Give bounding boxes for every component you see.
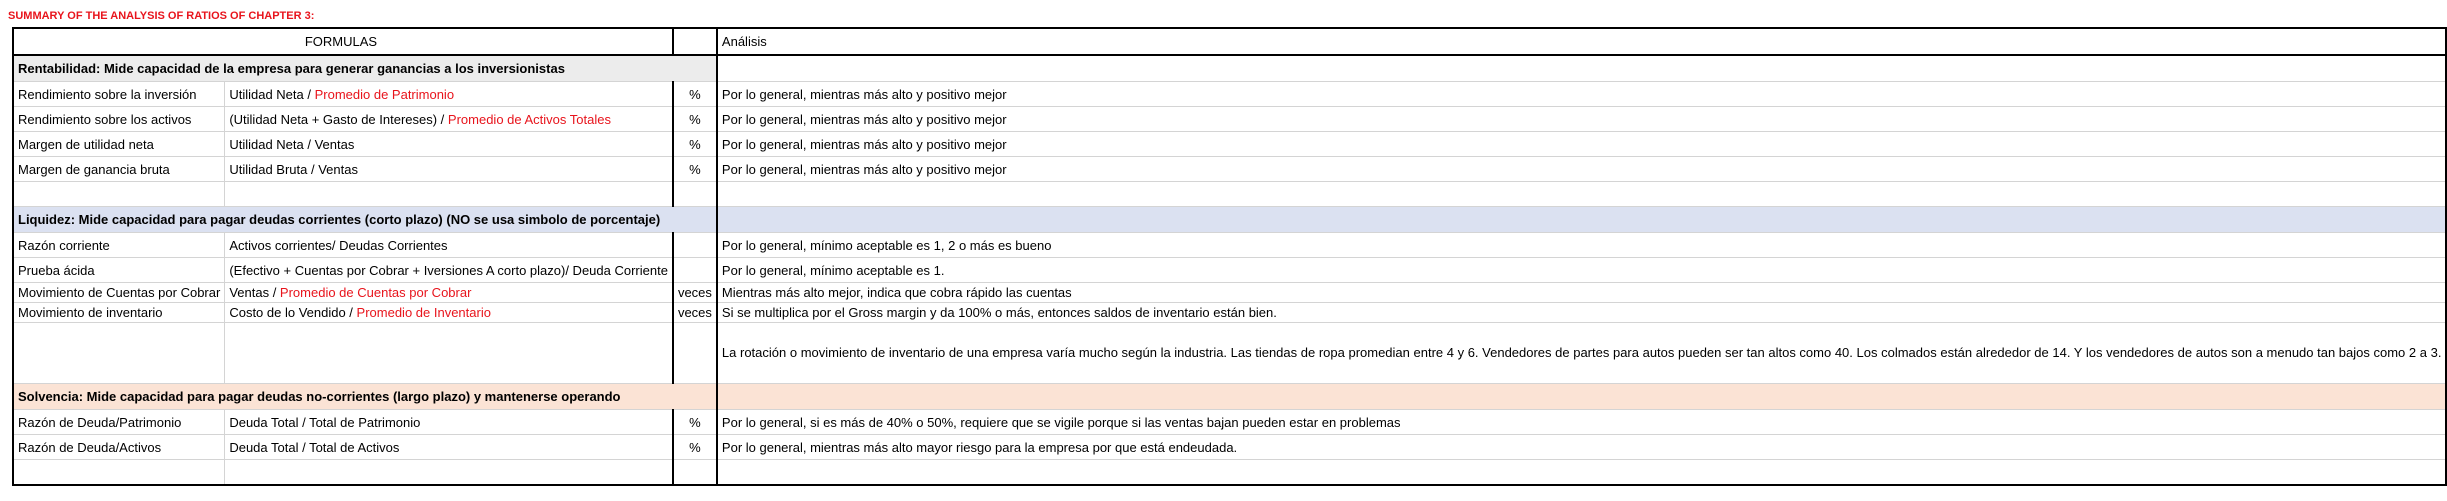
ratio-analysis: Por lo general, mínimo aceptable es 1.: [717, 258, 2447, 283]
analysis-header: Análisis: [717, 28, 2447, 55]
ratio-formula: Deuda Total / Total de Patrimonio: [225, 410, 673, 435]
ratio-analysis: Por lo general, mientras más alto y positivo mejor: [717, 107, 2447, 132]
table-row: [13, 107, 2446, 132]
ratio-name: Margen de utilidad neta: [13, 132, 225, 157]
ratio-formula: Ventas / Promedio de Cuentas por Cobrar: [225, 283, 673, 303]
table-row: [13, 303, 2446, 323]
ratio-unit: veces: [673, 303, 717, 323]
ratio-unit: %: [673, 132, 717, 157]
ratio-unit: veces: [673, 283, 717, 303]
ratio-unit: [673, 258, 717, 283]
ratio-analysis: Por lo general, si es más de 40% o 50%, requiere que se vigile porque si las ventas bajan pueden estar en problemas: [717, 410, 2447, 435]
inventory-note: La rotación o movimiento de inventario de una empresa varía mucho según la industria. Las tiendas de ropa promedian entre 4 y 6. Vendedores de partes para autos pueden ser tan altos como 40. Los colmados están alrededor de 14. Y los vendedores de autos son a menudo tan bajos como 2 a 3.: [717, 323, 2447, 384]
ratio-formula: Utilidad Bruta / Ventas: [225, 157, 673, 182]
page-title: SUMMARY OF THE ANALYSIS OF RATIOS OF CHAPTER 3:: [8, 10, 315, 22]
table-row: [13, 157, 2446, 182]
ratio-unit: %: [673, 107, 717, 132]
note-row: [13, 323, 2446, 384]
section-title: Solvencia: Mide capacidad para pagar deudas no-corrientes (largo plazo) y mantenerse operando: [13, 384, 717, 410]
ratio-unit: %: [673, 82, 717, 107]
table-row: [13, 132, 2446, 157]
ratio-analysis: Mientras más alto mejor, indica que cobra rápido las cuentas: [717, 283, 2447, 303]
ratio-analysis: Por lo general, mientras más alto y positivo mejor: [717, 157, 2447, 182]
ratio-name: Prueba ácida: [13, 258, 225, 283]
section-title: Liquidez: Mide capacidad para pagar deudas corrientes (corto plazo) (NO se usa simbolo de porcentaje): [13, 207, 717, 233]
ratio-formula: Activos corrientes/ Deudas Corrientes: [225, 233, 673, 258]
table-row: [13, 435, 2446, 460]
ratio-analysis: Por lo general, mínimo aceptable es 1, 2 o más es bueno: [717, 233, 2447, 258]
ratios-table: [12, 27, 2447, 486]
table-row: [13, 233, 2446, 258]
section-liquidez: [13, 207, 2446, 233]
section-rentabilidad: [13, 55, 2446, 82]
ratio-formula: Costo de lo Vendido / Promedio de Inventario: [225, 303, 673, 323]
empty-row: [13, 460, 2446, 486]
ratio-name: Rendimiento sobre la inversión: [13, 82, 225, 107]
ratio-unit: %: [673, 410, 717, 435]
table-row: [13, 258, 2446, 283]
ratio-formula: Deuda Total / Total de Activos: [225, 435, 673, 460]
ratio-name: Razón corriente: [13, 233, 225, 258]
section-title: Rentabilidad: Mide capacidad de la empresa para generar ganancias a los inversionistas: [13, 55, 717, 82]
ratio-analysis: Por lo general, mientras más alto mayor riesgo para la empresa por que está endeudada.: [717, 435, 2447, 460]
table-row: [13, 283, 2446, 303]
ratio-unit: %: [673, 435, 717, 460]
ratio-name: Margen de ganancia bruta: [13, 157, 225, 182]
ratio-formula: Utilidad Neta / Promedio de Patrimonio: [225, 82, 673, 107]
ratio-name: Razón de Deuda/Patrimonio: [13, 410, 225, 435]
ratio-unit: [673, 233, 717, 258]
ratio-analysis: Si se multiplica por el Gross margin y da 100% o más, entonces saldos de inventario están bien.: [717, 303, 2447, 323]
table-row: [13, 82, 2446, 107]
ratio-analysis: Por lo general, mientras más alto y positivo mejor: [717, 82, 2447, 107]
ratio-name: Rendimiento sobre los activos: [13, 107, 225, 132]
table-row: [13, 410, 2446, 435]
section-solvencia: [13, 384, 2446, 410]
ratio-name: Movimiento de Cuentas por Cobrar: [13, 283, 225, 303]
empty-row: [13, 182, 2446, 207]
ratio-formula: (Efectivo + Cuentas por Cobrar + Iversiones A corto plazo)/ Deuda Corriente: [225, 258, 673, 283]
ratio-name: Razón de Deuda/Activos: [13, 435, 225, 460]
header-row: [13, 28, 2446, 55]
ratio-name: Movimiento de inventario: [13, 303, 225, 323]
ratio-formula: (Utilidad Neta + Gasto de Intereses) / Promedio de Activos Totales: [225, 107, 673, 132]
ratio-unit: %: [673, 157, 717, 182]
formulas-header: FORMULAS: [225, 28, 673, 55]
ratio-analysis: Por lo general, mientras más alto y positivo mejor: [717, 132, 2447, 157]
ratio-formula: Utilidad Neta / Ventas: [225, 132, 673, 157]
